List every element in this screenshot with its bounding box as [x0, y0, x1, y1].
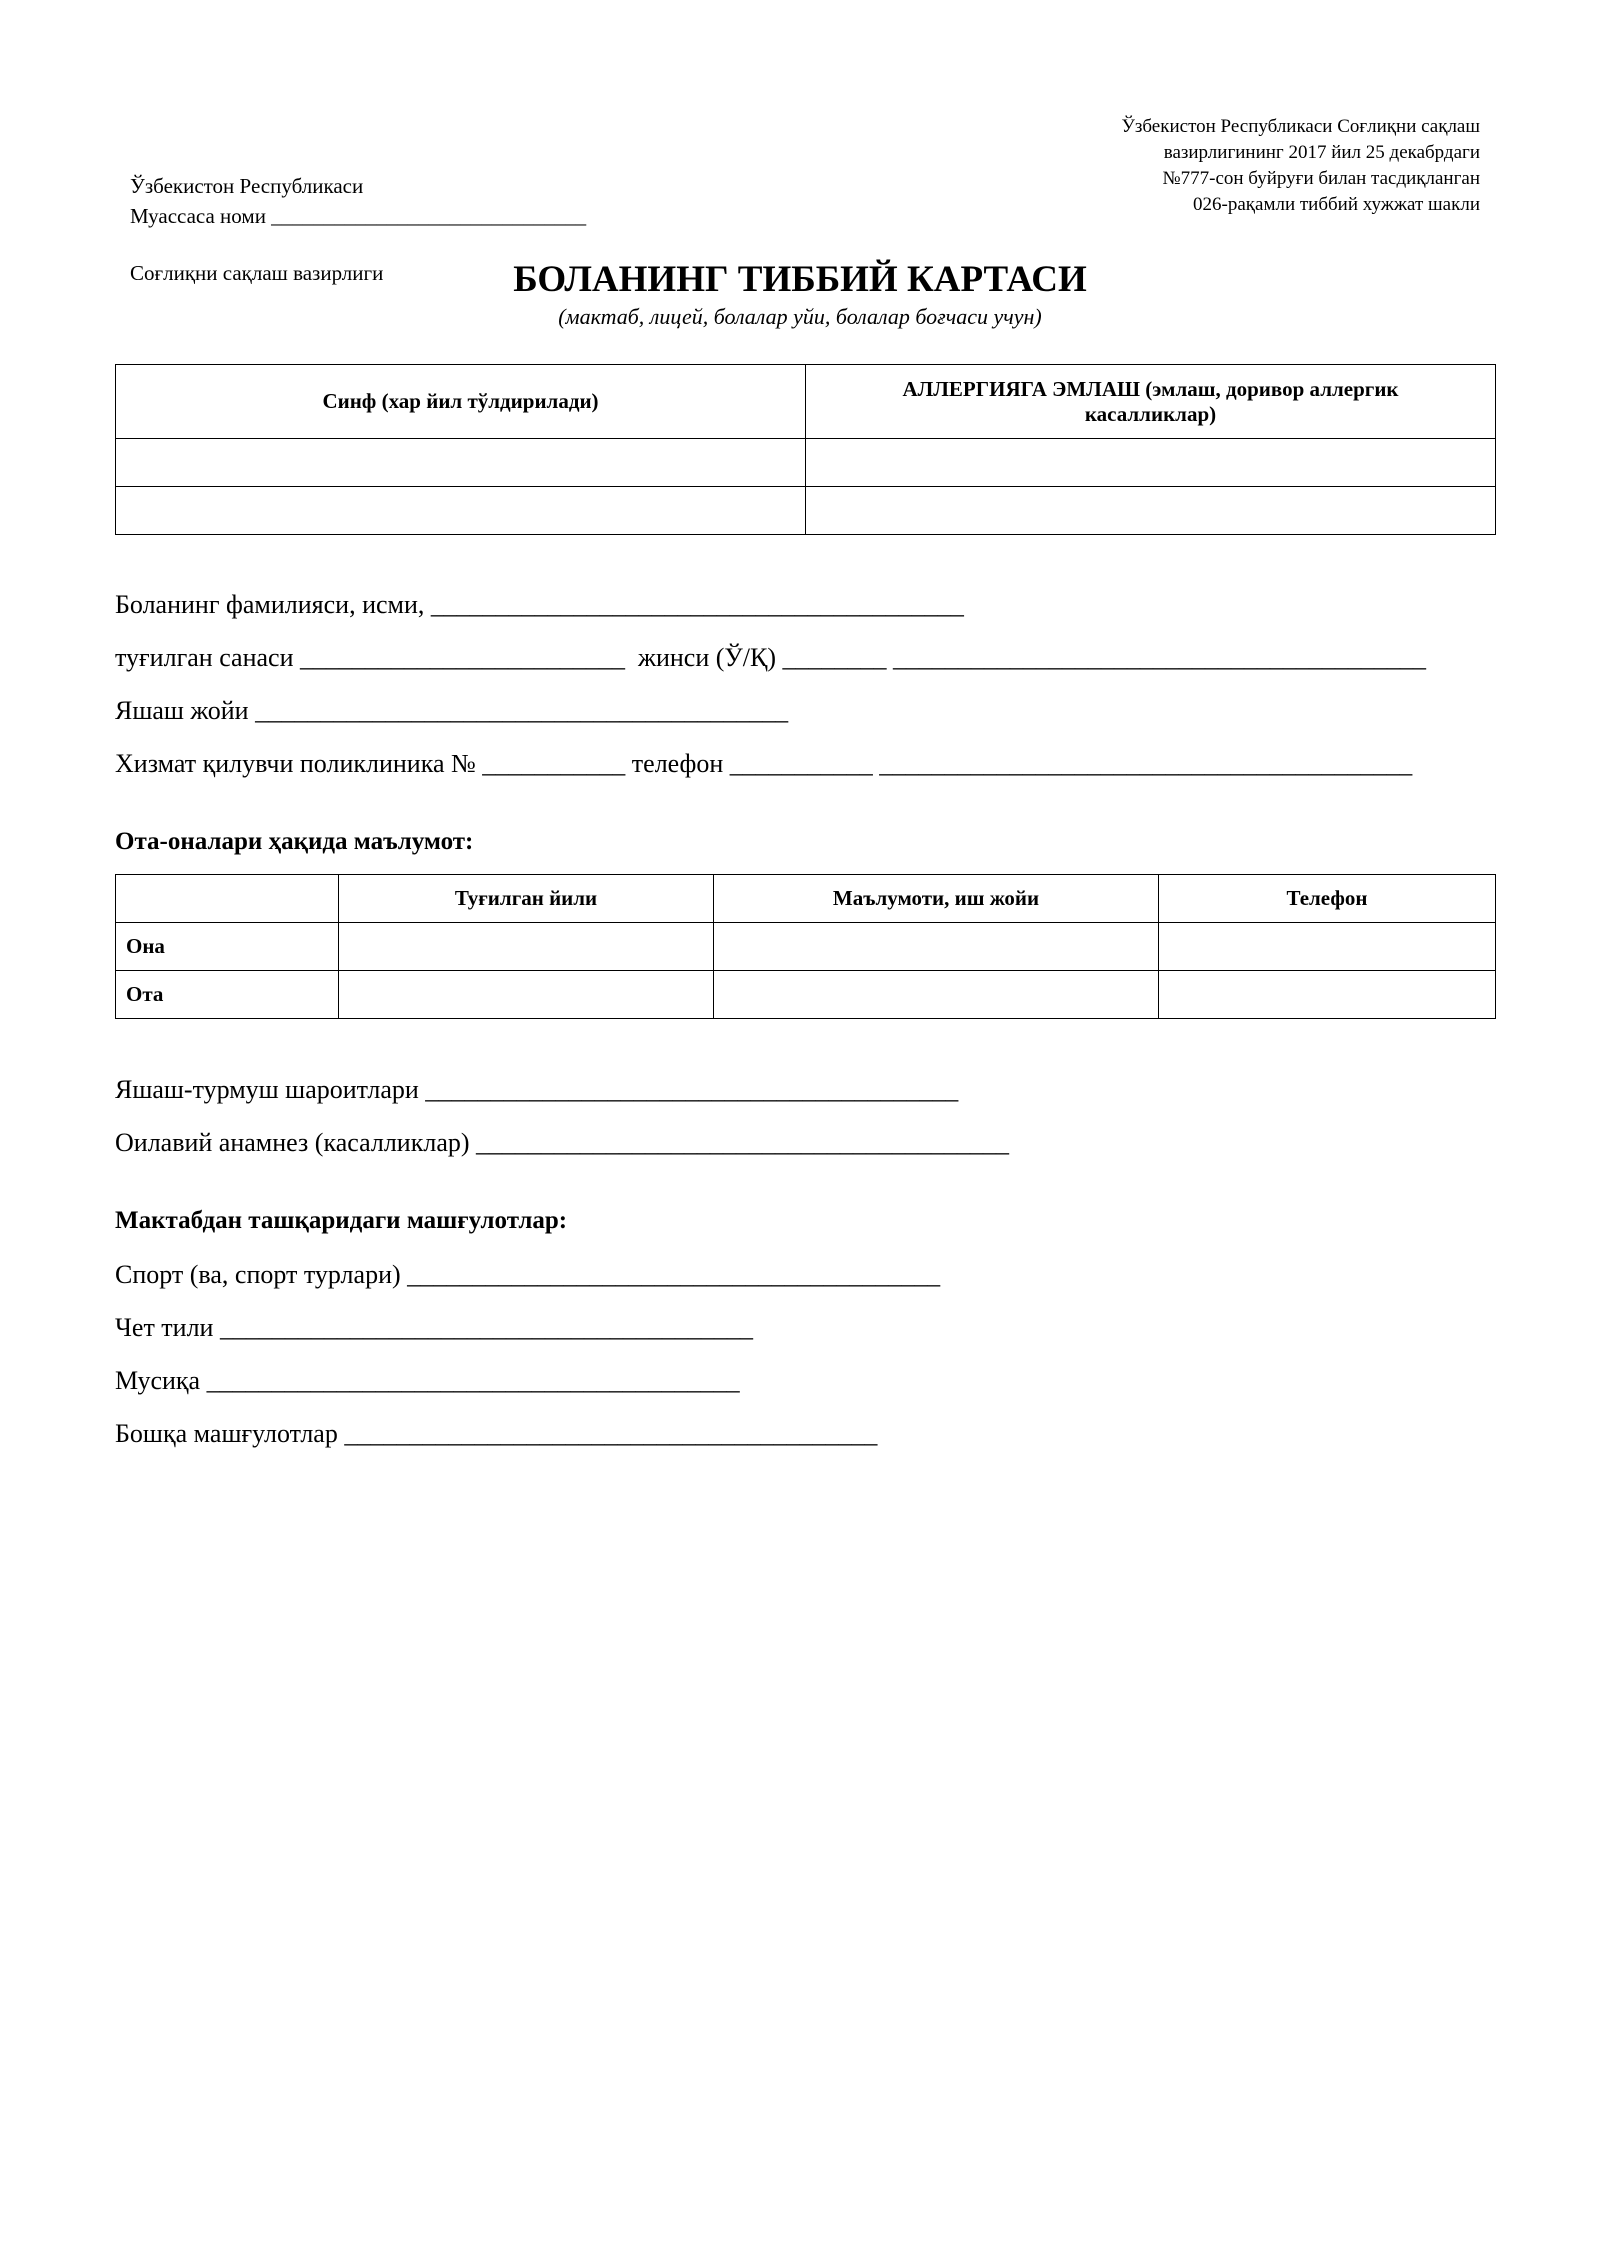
mother-birth-year-cell[interactable] [339, 923, 714, 971]
mother-phone-cell[interactable] [1159, 923, 1496, 971]
father-phone-cell[interactable] [1159, 971, 1496, 1019]
allergy-cell[interactable] [806, 439, 1496, 487]
parents-table [115, 874, 1496, 1019]
approval-line-3: №777-сон буйруғи билан тасдиқланган [1162, 168, 1480, 189]
other-activities-field: Бошқа машғулотлар _________________________________________ [115, 1419, 878, 1448]
approval-line-1: Ўзбекистон Республикаси Соғлиқни сақлаш [1121, 116, 1480, 137]
institution-name-field: Муассаса номи ______________________________ [130, 204, 587, 228]
mother-row-label: Она [116, 923, 339, 971]
parents-col-phone: Телефон [1159, 875, 1496, 923]
parents-heading: Ота-оналари ҳақида маълумот: [115, 828, 474, 855]
music-field: Мусиқа _________________________________________ [115, 1366, 740, 1395]
class-column-header: Синф (хар йил тўлдирилади) [116, 365, 806, 439]
approval-note [1121, 114, 1480, 218]
father-row-label: Ота [116, 971, 339, 1019]
parents-col-birth-year: Туғилган йили [339, 875, 714, 923]
living-conditions-field: Яшаш-турмуш шароитлари _________________________________________ [115, 1075, 959, 1104]
sport-field: Спорт (ва, спорт турлари) _________________________________________ [115, 1260, 941, 1289]
mother-education-cell[interactable] [714, 923, 1159, 971]
child-name-field: Боланинг фамилияси, исми, _________________________________________ [115, 590, 964, 619]
birth-gender-field: туғилган санаси _________________________ жинси (Ў/Қ) ________ _________________________________________ [115, 643, 1427, 672]
foreign-language-field: Чет тили _________________________________________ [115, 1313, 753, 1342]
parents-col-empty [116, 875, 339, 923]
address-field: Яшаш жойи _________________________________________ [115, 696, 789, 725]
clinic-field: Хизмат қилувчи поликлиника № ___________ телефон ___________ _________________________________________ [115, 749, 1413, 778]
approval-line-4: 026-рақамли тиббий хужжат шакли [1193, 194, 1480, 215]
allergy-column-header: АЛЛЕРГИЯГА ЭМЛАШ (эмлаш, доривор аллергик касалликлар) [806, 365, 1496, 439]
father-education-cell[interactable] [714, 971, 1159, 1019]
allergy-cell[interactable] [806, 487, 1496, 535]
class-cell[interactable] [116, 487, 806, 535]
activities-heading: Мактабдан ташқаридаги машғулотлар: [115, 1207, 568, 1234]
family-history-field: Оилавий анамнез (касалликлар) _________________________________________ [115, 1128, 1010, 1157]
class-cell[interactable] [116, 439, 806, 487]
document-title: БОЛАНИНГ ТИББИЙ КАРТАСИ [513, 259, 1087, 300]
document-subtitle: (мактаб, лицей, болалар уйи, болалар боғчаси учун) [558, 304, 1042, 329]
ministry-name: Соғлиқни сақлаш вазирлиги [130, 261, 384, 285]
approval-line-2: вазирлигининг 2017 йил 25 декабрдаги [1163, 142, 1480, 163]
parents-col-education: Маълумоти, иш жойи [714, 875, 1159, 923]
ministry-country: Ўзбекистон Республикаси [130, 174, 364, 198]
class-allergy-table [115, 364, 1496, 535]
father-birth-year-cell[interactable] [339, 971, 714, 1019]
